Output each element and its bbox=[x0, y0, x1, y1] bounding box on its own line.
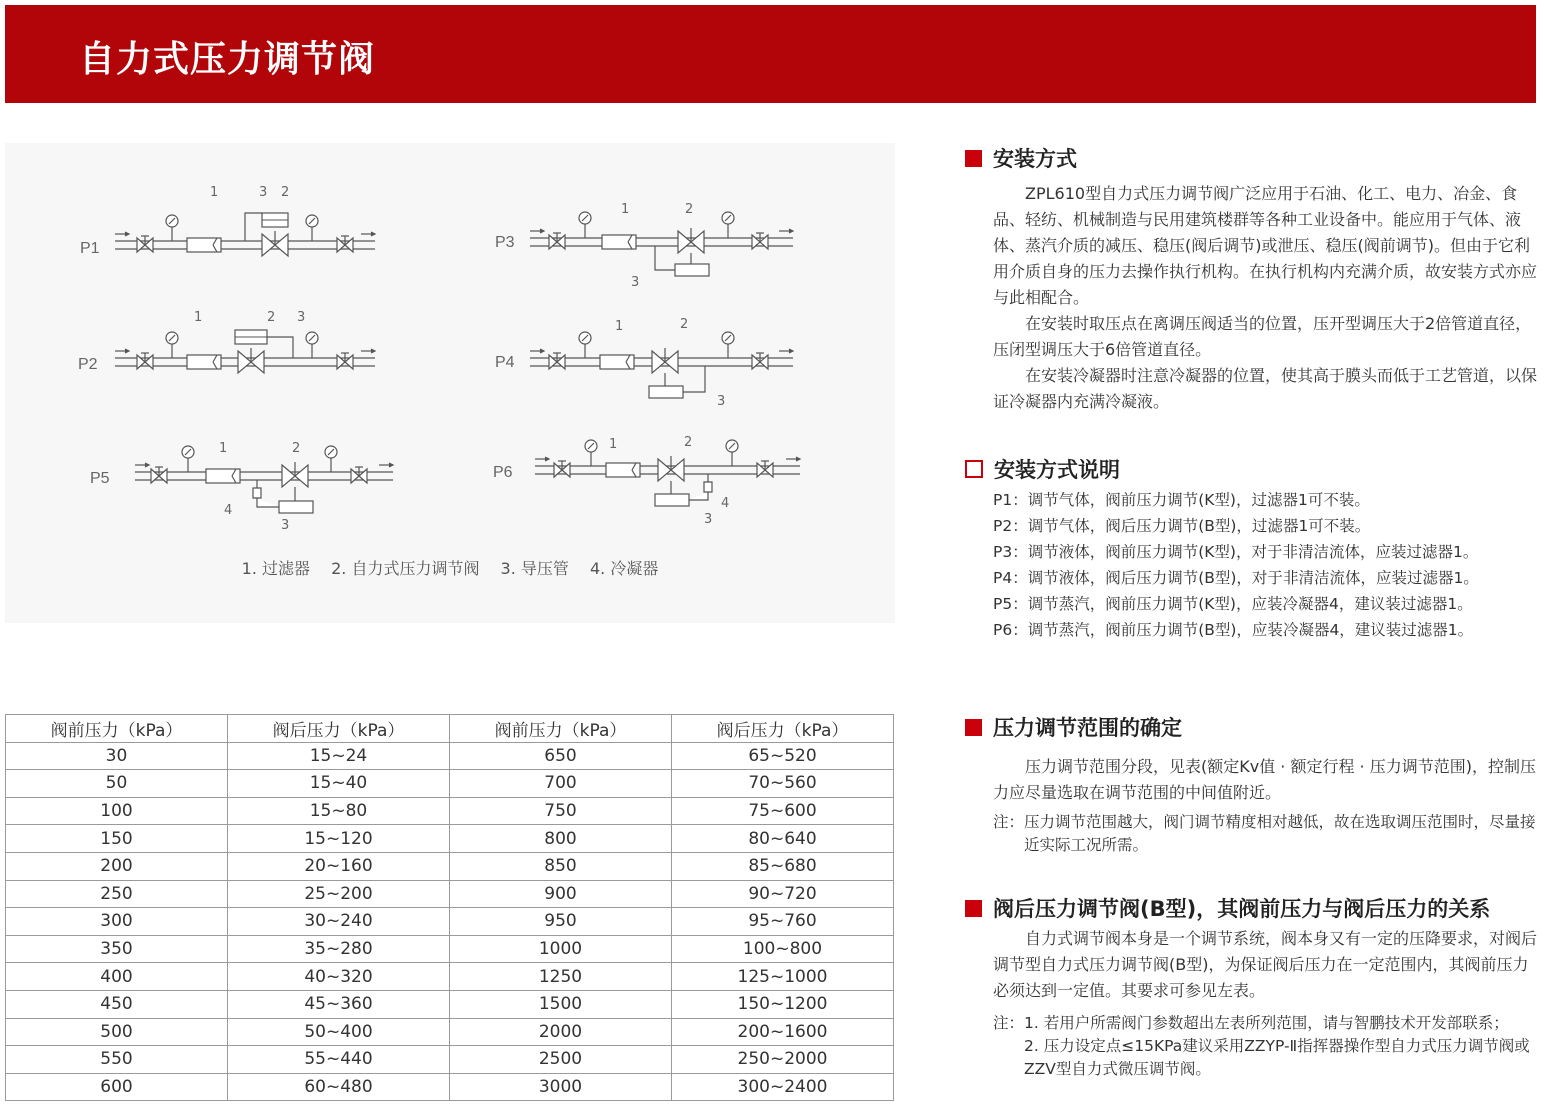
paragraph: 在安装时取压点在离调压阀适当的位置，压开型调压大于2倍管道直径，压闭型调压大于6倍管道直径。 bbox=[993, 314, 1532, 359]
note-text: 压力调节范围越大，阀门调节精度相对越低，故在选取调压范围时，尽量接近实际工况所需。 bbox=[1024, 813, 1536, 854]
column-header: 阀后压力（kPa） bbox=[228, 715, 450, 743]
table-cell: 250~2000 bbox=[672, 1046, 894, 1074]
table-row bbox=[6, 880, 894, 908]
section-title-install bbox=[965, 143, 1077, 173]
table-cell: 400 bbox=[6, 963, 228, 991]
table-row bbox=[6, 852, 894, 880]
table-cell: 100~800 bbox=[672, 935, 894, 963]
table-row bbox=[6, 990, 894, 1018]
red-square-icon bbox=[965, 900, 982, 917]
svg-text:3: 3 bbox=[259, 185, 268, 200]
installation-diagram bbox=[5, 143, 895, 623]
column-header: 阀后压力（kPa） bbox=[672, 715, 894, 743]
table-cell: 75~600 bbox=[672, 797, 894, 825]
svg-text:1: 1 bbox=[210, 185, 219, 200]
table-cell: 95~760 bbox=[672, 908, 894, 936]
label-p4: P4 bbox=[495, 354, 515, 371]
table-cell: 1500 bbox=[450, 990, 672, 1018]
table-row bbox=[6, 1073, 894, 1101]
table-row bbox=[6, 1046, 894, 1074]
table-row bbox=[6, 770, 894, 798]
table-row bbox=[6, 935, 894, 963]
table-cell: 300~2400 bbox=[672, 1073, 894, 1101]
table-cell: 250 bbox=[6, 880, 228, 908]
relation-notes bbox=[993, 1012, 1538, 1081]
table-body bbox=[6, 742, 894, 1101]
table-cell: 450 bbox=[6, 990, 228, 1018]
install-notes-list bbox=[993, 487, 1538, 643]
install-text bbox=[993, 181, 1538, 415]
svg-text:4: 4 bbox=[721, 496, 730, 511]
pressure-table bbox=[5, 714, 894, 1101]
table-cell: 900 bbox=[450, 880, 672, 908]
svg-text:2: 2 bbox=[684, 435, 693, 450]
scheme-p5 bbox=[135, 441, 393, 533]
table-cell: 20~160 bbox=[228, 852, 450, 880]
range-note bbox=[993, 811, 1538, 857]
table-cell: 25~200 bbox=[228, 880, 450, 908]
label-p3: P3 bbox=[495, 234, 515, 251]
table-row bbox=[6, 963, 894, 991]
table-cell: 700 bbox=[450, 770, 672, 798]
table-cell: 125~1000 bbox=[672, 963, 894, 991]
table-cell: 550 bbox=[6, 1046, 228, 1074]
piping-schematics bbox=[5, 143, 895, 623]
table-cell: 850 bbox=[450, 852, 672, 880]
list-item: P1：调节气体，阀前压力调节(K型)，过滤器1可不装。 bbox=[993, 491, 1370, 509]
svg-text:1: 1 bbox=[615, 319, 624, 334]
list-item: P2：调节气体，阀后压力调节(B型)，过滤器1可不装。 bbox=[993, 517, 1371, 535]
table-cell: 200 bbox=[6, 852, 228, 880]
note-item: 2. 压力设定点≤15KPa建议采用ZZYP-Ⅱ指挥器操作型自力式压力调节阀或ZZV型自力式微压调节阀。 bbox=[1024, 1037, 1530, 1078]
table-row bbox=[6, 1018, 894, 1046]
table-cell: 2500 bbox=[450, 1046, 672, 1074]
svg-text:1: 1 bbox=[194, 310, 203, 325]
table-cell: 85~680 bbox=[672, 852, 894, 880]
table-cell: 150 bbox=[6, 825, 228, 853]
table-cell: 300 bbox=[6, 908, 228, 936]
svg-text:1: 1 bbox=[219, 441, 228, 456]
svg-text:4: 4 bbox=[224, 503, 233, 518]
paragraph: 在安装冷凝器时注意冷凝器的位置，使其高于膜头而低于工艺管道，以保证冷凝器内充满冷凝液。 bbox=[993, 366, 1538, 411]
label-p1: P1 bbox=[80, 240, 100, 257]
svg-text:3: 3 bbox=[704, 512, 713, 527]
table-cell: 65~520 bbox=[672, 742, 894, 770]
scheme-p1 bbox=[115, 185, 375, 256]
page-title: 自力式压力调节阀 bbox=[79, 39, 376, 80]
table-cell: 100 bbox=[6, 797, 228, 825]
red-square-icon bbox=[965, 150, 982, 167]
table-cell: 650 bbox=[450, 742, 672, 770]
note-label: 注： bbox=[993, 1014, 1025, 1032]
table-row bbox=[6, 825, 894, 853]
section-title-relation bbox=[965, 893, 1490, 923]
list-item: P6：调节蒸汽，阀前压力调节(B型)，应装冷凝器4，建议装过滤器1。 bbox=[993, 621, 1474, 639]
svg-text:3: 3 bbox=[631, 275, 640, 290]
table-cell: 50~400 bbox=[228, 1018, 450, 1046]
table-cell: 15~40 bbox=[228, 770, 450, 798]
section-title-text: 阀后压力调节阀(B型)，其阀前压力与阀后压力的关系 bbox=[993, 897, 1491, 921]
table-cell: 35~280 bbox=[228, 935, 450, 963]
table-cell: 40~320 bbox=[228, 963, 450, 991]
svg-text:2: 2 bbox=[680, 317, 689, 332]
section-title-install-notes bbox=[965, 454, 1120, 484]
list-item: P4：调节液体，阀后压力调节(B型)，对于非清洁流体，应装过滤器1。 bbox=[993, 569, 1479, 587]
paragraph: 压力调节范围分段，见表(额定Kv值 · 额定行程 · 压力调节范围)，控制压力应尽量选取在调节范围的中间值附近。 bbox=[993, 757, 1536, 802]
legend-item: 1. 过滤器 bbox=[241, 559, 310, 578]
table-cell: 60~480 bbox=[228, 1073, 450, 1101]
table-cell: 2000 bbox=[450, 1018, 672, 1046]
svg-text:3: 3 bbox=[281, 518, 290, 533]
table-cell: 50 bbox=[6, 770, 228, 798]
list-item: P5：调节蒸汽，阀前压力调节(K型)，应装冷凝器4，建议装过滤器1。 bbox=[993, 595, 1473, 613]
scheme-p3 bbox=[530, 202, 793, 290]
table-cell: 350 bbox=[6, 935, 228, 963]
legend-item: 2. 自力式压力调节阀 bbox=[331, 559, 480, 578]
svg-text:2: 2 bbox=[685, 202, 694, 217]
note-item: 1. 若用户所需阀门参数超出左表所列范围，请与智鹏技术开发部联系； bbox=[1024, 1014, 1509, 1032]
column-header: 阀前压力（kPa） bbox=[6, 715, 228, 743]
table-row bbox=[6, 797, 894, 825]
table-cell: 950 bbox=[450, 908, 672, 936]
legend-item: 3. 导压管 bbox=[500, 559, 569, 578]
section-title-text: 安装方式说明 bbox=[994, 458, 1120, 482]
table-cell: 1000 bbox=[450, 935, 672, 963]
label-p6: P6 bbox=[493, 464, 513, 481]
table-cell: 15~24 bbox=[228, 742, 450, 770]
paragraph: ZPL610型自力式压力调节阀广泛应用于石油、化工、电力、冶金、食品、轻纺、机械制造与民用建筑楼群等各种工业设备中。能应用于气体、液体、蒸汽介质的减压、稳压(阀后调节)或泄压、稳压(阀前调节)。但由于它利用介质自身的压力去操作执行机构。在执行机构内充满介质，故安装方式亦应与此相配合。 bbox=[993, 184, 1538, 307]
table-header-row bbox=[6, 715, 894, 743]
header-banner bbox=[5, 5, 1536, 103]
scheme-p6 bbox=[535, 435, 800, 527]
table-cell: 45~360 bbox=[228, 990, 450, 1018]
section-title-range bbox=[965, 712, 1182, 742]
relation-text bbox=[993, 926, 1538, 1004]
table-cell: 55~440 bbox=[228, 1046, 450, 1074]
svg-text:1: 1 bbox=[609, 437, 618, 452]
table-cell: 750 bbox=[450, 797, 672, 825]
table-row bbox=[6, 742, 894, 770]
range-text bbox=[993, 754, 1538, 806]
table-cell: 150~1200 bbox=[672, 990, 894, 1018]
table-cell: 1250 bbox=[450, 963, 672, 991]
table-row bbox=[6, 908, 894, 936]
label-p5: P5 bbox=[90, 470, 110, 487]
table-cell: 15~120 bbox=[228, 825, 450, 853]
table-cell: 90~720 bbox=[672, 880, 894, 908]
svg-text:3: 3 bbox=[717, 394, 726, 409]
diagram-legend bbox=[5, 556, 895, 579]
label-p2: P2 bbox=[78, 356, 98, 373]
table-cell: 80~640 bbox=[672, 825, 894, 853]
table-cell: 200~1600 bbox=[672, 1018, 894, 1046]
svg-text:2: 2 bbox=[267, 310, 276, 325]
table-cell: 15~80 bbox=[228, 797, 450, 825]
table-cell: 600 bbox=[6, 1073, 228, 1101]
legend-item: 4. 冷凝器 bbox=[590, 559, 659, 578]
svg-text:1: 1 bbox=[621, 202, 630, 217]
paragraph: 自力式调节阀本身是一个调节系统，阀本身又有一定的压降要求，对阀后调节型自力式压力调节阀(B型)，为保证阀后压力在一定范围内，其阀前压力必须达到一定值。其要求可参见左表。 bbox=[993, 929, 1538, 1000]
section-title-text: 安装方式 bbox=[993, 147, 1077, 171]
section-title-text: 压力调节范围的确定 bbox=[993, 716, 1182, 740]
table-cell: 800 bbox=[450, 825, 672, 853]
scheme-p2 bbox=[115, 310, 375, 373]
svg-text:2: 2 bbox=[292, 441, 301, 456]
list-item: P3：调节液体，阀前压力调节(K型)，对于非清洁流体，应装过滤器1。 bbox=[993, 543, 1479, 561]
table-cell: 500 bbox=[6, 1018, 228, 1046]
svg-text:3: 3 bbox=[297, 310, 306, 325]
column-header: 阀前压力（kPa） bbox=[450, 715, 672, 743]
hollow-square-icon bbox=[965, 460, 983, 478]
note-label: 注： bbox=[993, 813, 1025, 831]
red-square-icon bbox=[965, 719, 982, 736]
table-cell: 30 bbox=[6, 742, 228, 770]
table-cell: 70~560 bbox=[672, 770, 894, 798]
table-cell: 3000 bbox=[450, 1073, 672, 1101]
scheme-p4 bbox=[530, 317, 793, 409]
svg-text:2: 2 bbox=[281, 185, 290, 200]
table-cell: 30~240 bbox=[228, 908, 450, 936]
